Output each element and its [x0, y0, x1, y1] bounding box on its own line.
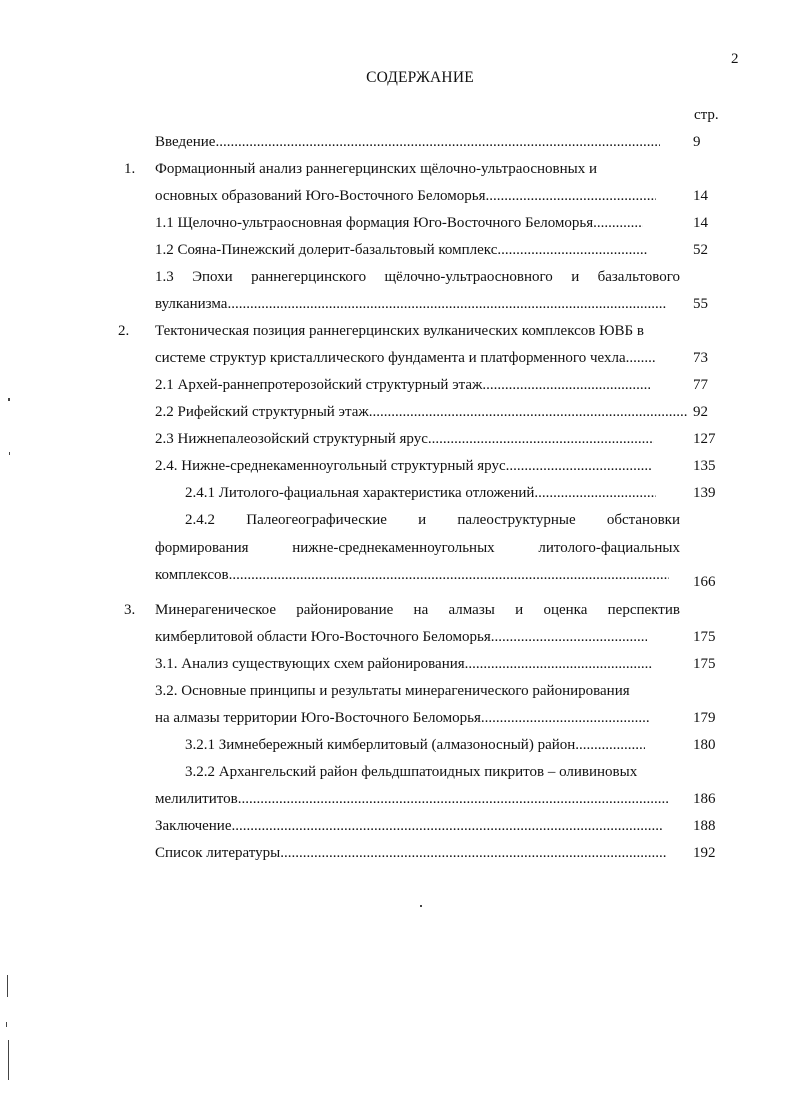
toc-entry-2-2[interactable] [155, 403, 687, 421]
scan-speck [7, 975, 8, 997]
scan-speck [8, 398, 10, 401]
toc-entry-2-4-2-line3[interactable] [155, 566, 669, 584]
toc-entry-2-1[interactable] [155, 376, 650, 394]
toc-entry-ch3-line2[interactable] [155, 628, 647, 646]
toc-entry-title: Введение [155, 134, 216, 150]
toc-page: 14 [693, 215, 708, 231]
toc-page: 77 [693, 377, 708, 393]
toc-page: 127 [693, 431, 716, 447]
scan-speck [8, 1040, 9, 1080]
toc-entry-ch2-line1[interactable]: Тектоническая позиция раннегерцинских вулканических комплексов ЮВБ в [155, 323, 644, 339]
toc-entry-1-1[interactable] [155, 214, 643, 232]
toc-entry-title: Список литературы [155, 845, 281, 861]
toc-entry-3-2-line2[interactable] [155, 709, 649, 727]
chapter-number: 2. [118, 323, 130, 339]
chapter-number: 1. [124, 161, 136, 177]
toc-page: 192 [693, 845, 716, 861]
word: и [515, 602, 524, 618]
word: базальтового [597, 269, 680, 285]
toc-page: 180 [693, 737, 716, 753]
word: алмазы [448, 602, 495, 618]
word: на [413, 602, 429, 618]
toc-entry-3-2-2-line2[interactable] [155, 790, 668, 808]
scan-speck [6, 1022, 7, 1027]
toc-entry-2-4-2-line2[interactable] [155, 539, 680, 557]
word: оценка [543, 602, 588, 618]
word: раннегерцинского [251, 269, 367, 285]
toc-page: 186 [693, 791, 716, 807]
word: литолого-фациальных [538, 540, 680, 556]
toc-entry-title: 2.4.1 Литолого-фациальная характеристика отложений [185, 485, 535, 501]
word: и [418, 512, 427, 528]
toc-entry-ch1-line1[interactable]: Формационный анализ раннегерцинских щёлочно-ультраосновных и [155, 161, 597, 177]
toc-page: 55 [693, 296, 708, 312]
toc-entry-title: на алмазы территории Юго-Восточного Беломорья [155, 710, 481, 726]
toc-entry-intro[interactable] [155, 133, 683, 151]
toc-entry-title: системе структур кристаллического фундамента и платформенного чехла [155, 350, 626, 366]
toc-entry-3-2-2-line1[interactable]: 3.2.2 Архангельский район фельдшпатоидных пикритов – оливиновых [185, 764, 638, 780]
toc-entry-1-2[interactable] [155, 241, 647, 259]
toc-page: 135 [693, 458, 716, 474]
toc-entry-1-3-line2[interactable] [155, 295, 667, 313]
word: палеоструктурные [457, 512, 576, 528]
toc-entry-title: Заключение [155, 818, 232, 834]
word: и [571, 269, 580, 285]
toc-entry-2-4-1[interactable] [185, 484, 656, 502]
toc-entry-1-3-line1[interactable] [155, 268, 680, 286]
word: обстановки [606, 512, 680, 528]
toc-entry-ch1-line2[interactable] [155, 187, 656, 205]
scan-speck [9, 452, 10, 455]
page-title: СОДЕРЖАНИЕ [366, 69, 474, 86]
toc-entry-references[interactable] [155, 844, 666, 862]
page-column-label: стр. [694, 107, 719, 123]
toc-entry-conclusion[interactable] [155, 817, 662, 835]
toc-page: 139 [693, 485, 716, 501]
toc-entry-title: 3.2.1 Зимнебережный кимберлитовый (алмазоносный) район [185, 737, 576, 753]
toc-entry-3-2-line1[interactable]: 3.2. Основные принципы и результаты минерагенического районирования [155, 683, 630, 699]
page-number: 2 [731, 51, 739, 67]
toc-entry-ch2-line2[interactable] [155, 349, 656, 367]
toc-entry-3-1[interactable] [155, 655, 653, 673]
toc-entry-title: 2.3 Нижнепалеозойский структурный ярус [155, 431, 428, 447]
toc-entry-title: основных образований Юго-Восточного Беломорья [155, 188, 486, 204]
toc-entry-2-4[interactable] [155, 457, 652, 475]
toc-entry-title: кимберлитовой области Юго-Восточного Беломорья [155, 629, 491, 645]
toc-entry-ch3-line1[interactable] [155, 601, 680, 619]
toc-entry-title: 3.1. Анализ существующих схем районирования [155, 656, 465, 672]
toc-entry-title: мелилититов [155, 791, 238, 807]
toc-page: 179 [693, 710, 716, 726]
toc-page: 9 [693, 134, 701, 150]
scan-speck [420, 905, 422, 907]
toc-page: 175 [693, 629, 716, 645]
word: Минерагеническое [155, 602, 276, 618]
toc-page: 92 [693, 404, 708, 420]
toc-entry-title: 2.1 Архей-раннепротерозойский структурный этаж [155, 377, 483, 393]
toc-entry-title: 2.2 Рифейский структурный этаж [155, 404, 369, 420]
word: районирование [296, 602, 394, 618]
word: Эпохи [192, 269, 233, 285]
toc-page: 188 [693, 818, 716, 834]
chapter-number: 3. [124, 602, 136, 618]
toc-entry-2-4-2-line1[interactable] [185, 511, 680, 529]
toc-entry-title: 2.4. Нижне-среднекаменноугольный структурный ярус [155, 458, 506, 474]
toc-page: 166 [693, 574, 716, 590]
toc-entry-2-3[interactable] [155, 430, 654, 448]
toc-page: 14 [693, 188, 708, 204]
toc-page: 52 [693, 242, 708, 258]
toc-entry-title: 1.1 Щелочно-ультраосновная формация Юго-Восточного Беломорья [155, 215, 594, 231]
word: перспектив [607, 602, 680, 618]
word: 2.4.2 [185, 512, 215, 528]
word: Палеогеографические [246, 512, 387, 528]
word: нижне-среднекаменноугольных [292, 540, 495, 556]
toc-page: 73 [693, 350, 708, 366]
word: щёлочно-ультраосновного [384, 269, 553, 285]
word: 1.3 [155, 269, 174, 285]
toc-page: 175 [693, 656, 716, 672]
toc-entry-3-2-1[interactable] [185, 736, 645, 754]
toc-entry-title: комплексов [155, 567, 229, 583]
toc-entry-title: 1.2 Сояна-Пинежский долерит-базальтовый комплекс [155, 242, 498, 258]
toc-entry-title: вулканизма [155, 296, 228, 312]
word: формирования [155, 540, 249, 556]
